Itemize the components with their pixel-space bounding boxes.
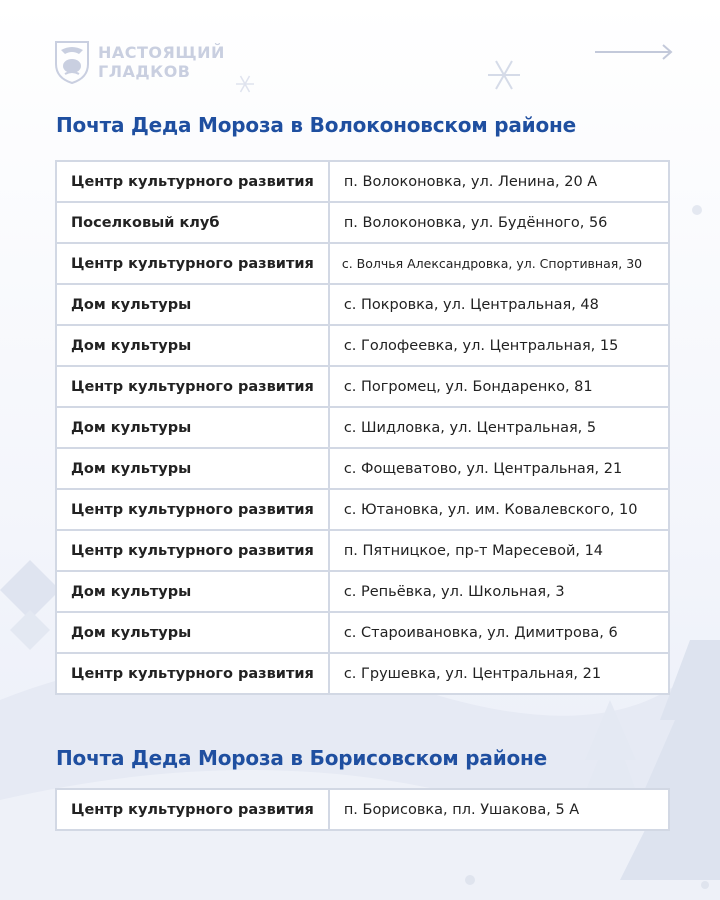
table-row xyxy=(56,448,669,489)
table-row xyxy=(56,571,669,612)
borisovsky-table xyxy=(55,788,670,831)
venue-name: Дом культуры xyxy=(56,448,329,489)
snow-dot xyxy=(465,875,475,885)
snow-dot xyxy=(701,881,709,889)
arrow-right-icon[interactable] xyxy=(595,44,673,60)
venue-name: Центр культурного развития xyxy=(56,489,329,530)
logo-line-1: НАСТОЯЩИЙ xyxy=(98,43,225,62)
venue-name: Центр культурного развития xyxy=(56,243,329,284)
logo-line-2: ГЛАДКОВ xyxy=(98,62,191,81)
snowflake-icon xyxy=(236,76,254,92)
coat-of-arms-icon xyxy=(54,40,90,84)
table-row xyxy=(56,407,669,448)
section-title-borisovsky: Почта Деда Мороза в Борисовском районе xyxy=(56,746,548,770)
table-row xyxy=(56,530,669,571)
venue-name: Дом культуры xyxy=(56,284,329,325)
venue-address: с. Голофеевка, ул. Центральная, 15 xyxy=(329,325,669,366)
logo-text xyxy=(98,43,225,81)
venue-address: п. Волоконовка, ул. Будённого, 56 xyxy=(329,202,669,243)
table-row xyxy=(56,612,669,653)
venue-address: с. Погромец, ул. Бондаренко, 81 xyxy=(329,366,669,407)
table-row xyxy=(56,789,669,830)
table-row xyxy=(56,243,669,284)
table-row xyxy=(56,284,669,325)
venue-address: п. Пятницкое, пр-т Маресевой, 14 xyxy=(329,530,669,571)
table-row xyxy=(56,325,669,366)
venue-name: Дом культуры xyxy=(56,571,329,612)
header xyxy=(54,40,225,84)
snowflake-icon xyxy=(488,61,520,89)
venue-address: с. Шидловка, ул. Центральная, 5 xyxy=(329,407,669,448)
venue-address: с. Покровка, ул. Центральная, 48 xyxy=(329,284,669,325)
venue-address: с. Староивановка, ул. Димитрова, 6 xyxy=(329,612,669,653)
ice-crystal-left-2 xyxy=(10,610,50,650)
venue-name: Дом культуры xyxy=(56,407,329,448)
venue-name: Центр культурного развития xyxy=(56,530,329,571)
snow-dot xyxy=(692,205,702,215)
venue-address: п. Борисовка, пл. Ушакова, 5 А xyxy=(329,789,669,830)
venue-address: с. Ютановка, ул. им. Ковалевского, 10 xyxy=(329,489,669,530)
venue-address: с. Волчья Александровка, ул. Спортивная, 30 xyxy=(329,243,669,284)
venue-name: Центр культурного развития xyxy=(56,789,329,830)
venue-name: Дом культуры xyxy=(56,612,329,653)
table-row xyxy=(56,202,669,243)
venue-address: п. Волоконовка, ул. Ленина, 20 А xyxy=(329,161,669,202)
table-row xyxy=(56,653,669,694)
venue-address: с. Фощеватово, ул. Центральная, 21 xyxy=(329,448,669,489)
venue-name: Поселковый клуб xyxy=(56,202,329,243)
venue-name: Центр культурного развития xyxy=(56,366,329,407)
venue-name: Дом культуры xyxy=(56,325,329,366)
volokonovsky-table xyxy=(55,160,670,695)
venue-name: Центр культурного развития xyxy=(56,161,329,202)
table-row xyxy=(56,366,669,407)
venue-address: с. Грушевка, ул. Центральная, 21 xyxy=(329,653,669,694)
table-row xyxy=(56,489,669,530)
venue-name: Центр культурного развития xyxy=(56,653,329,694)
table-row xyxy=(56,161,669,202)
section-title-volokonovsky: Почта Деда Мороза в Волоконовском районе xyxy=(56,113,576,137)
venue-address: с. Репьёвка, ул. Школьная, 3 xyxy=(329,571,669,612)
